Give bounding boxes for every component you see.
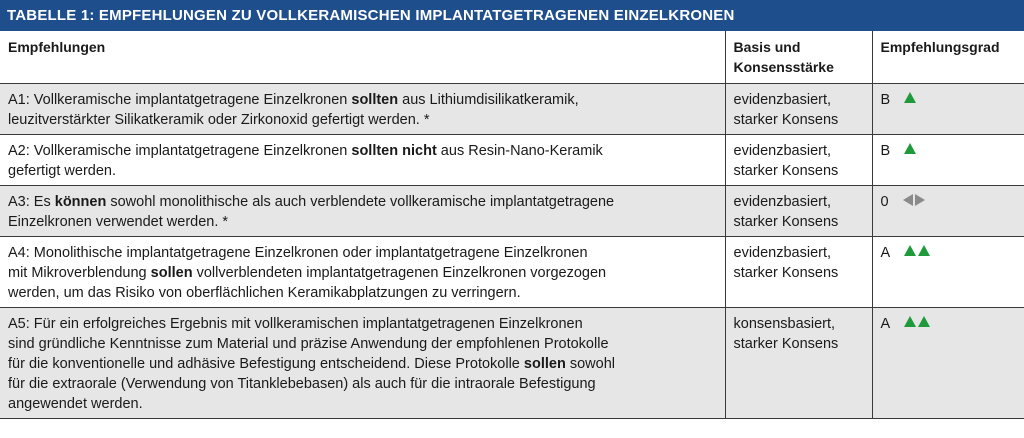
- basis-line2: starker Konsens: [733, 111, 839, 128]
- grade-letter: B: [880, 91, 891, 108]
- text-segment: sind gründliche Kenntnisse zum Material und präzise Anwendung der empfohlenen Protokolle: [8, 335, 609, 352]
- table-row: [0, 83, 1024, 134]
- text-segment: leuzitverstärkter Silikatkeramik oder Zirkonoxid gefertigt werden. *: [8, 111, 430, 128]
- table-row: [0, 134, 1024, 185]
- recommendation-text: [0, 134, 725, 185]
- basis-line2: starker Konsens: [733, 264, 839, 281]
- basis-line1: evidenzbasiert,: [733, 193, 832, 210]
- grade-letter: A: [880, 315, 891, 332]
- text-segment: vollverblendeten implantatgetragenen Einzelkronen vorgezogen: [192, 264, 607, 281]
- recommendation-text: [0, 236, 725, 307]
- text-segment: für die extraorale (Verwendung von Titanklebebasen) als auch für die intraorale Befestigung: [8, 375, 596, 392]
- emphasis-text: sollen: [523, 355, 566, 372]
- grade-cell: [872, 83, 1024, 134]
- basis-cell: [725, 134, 872, 185]
- header-grade: Empfehlungsgrad: [872, 31, 1024, 83]
- emphasis-text: sollten nicht: [351, 142, 437, 159]
- arrow-up-icon: [904, 143, 916, 154]
- text-segment: A1: Vollkeramische implantatgetragene Einzelkronen: [8, 91, 352, 108]
- text-segment: sowohl monolithische als auch verblendete vollkeramische implantatgetragene: [106, 193, 615, 210]
- basis-line2: starker Konsens: [733, 162, 839, 179]
- grade-letter: A: [880, 244, 891, 261]
- basis-cell: [725, 185, 872, 236]
- text-segment: gefertigt werden.: [8, 162, 117, 179]
- table-row: [0, 236, 1024, 307]
- basis-line2: starker Konsens: [733, 213, 839, 230]
- grade-cell: [872, 185, 1024, 236]
- recommendation-text: [0, 307, 725, 418]
- recommendations-table: [0, 31, 1024, 419]
- emphasis-text: sollen: [150, 264, 193, 281]
- basis-line1: konsensbasiert,: [733, 315, 836, 332]
- text-segment: aus Resin-Nano-Keramik: [436, 142, 603, 159]
- basis-cell: [725, 236, 872, 307]
- table-row: [0, 307, 1024, 418]
- emphasis-text: können: [54, 193, 107, 210]
- basis-line1: evidenzbasiert,: [733, 91, 832, 108]
- text-segment: für die konventionelle und adhäsive Befestigung entscheidend. Diese Protokolle: [8, 355, 524, 372]
- text-segment: A2: Vollkeramische implantatgetragene Einzelkronen: [8, 142, 352, 159]
- double-arrow-up-icon: [904, 316, 930, 327]
- emphasis-text: sollten: [351, 91, 399, 108]
- text-segment: Einzelkronen verwendet werden. *: [8, 213, 229, 230]
- basis-cell: [725, 307, 872, 418]
- header-basis-line1: Basis und: [733, 39, 801, 55]
- grade-letter: B: [880, 142, 891, 159]
- text-segment: aus Lithiumdisilikatkeramik,: [398, 91, 579, 108]
- header-basis-line2: Konsensstärke: [733, 59, 834, 75]
- header-recommendations: Empfehlungen: [0, 31, 725, 83]
- text-segment: A5: Für ein erfolgreiches Ergebnis mit vollkeramischen implantatgetragenen Einzelkronen: [8, 315, 583, 332]
- basis-line2: starker Konsens: [733, 335, 839, 352]
- recommendation-text: [0, 83, 725, 134]
- grade-cell: [872, 307, 1024, 418]
- arrow-up-icon: [904, 92, 916, 103]
- text-segment: A3: Es: [8, 193, 55, 210]
- header-basis: [725, 31, 872, 83]
- table-row: [0, 185, 1024, 236]
- text-segment: angewendet werden.: [8, 395, 143, 412]
- basis-line1: evidenzbasiert,: [733, 244, 832, 261]
- double-arrow-up-icon: [904, 245, 930, 256]
- arrow-left-right-icon: [903, 194, 925, 206]
- table-header-row: [0, 31, 1024, 83]
- grade-cell: [872, 134, 1024, 185]
- text-segment: werden, um das Risiko von oberflächlichen Keramikabplatzungen zu verringern.: [8, 284, 521, 301]
- grade-cell: [872, 236, 1024, 307]
- basis-cell: [725, 83, 872, 134]
- text-segment: mit Mikroverblendung: [8, 264, 151, 281]
- grade-letter: 0: [880, 193, 889, 210]
- recommendation-text: [0, 185, 725, 236]
- table-title: TABELLE 1: EMPFEHLUNGEN ZU VOLLKERAMISCHEN IMPLANTATGETRAGENEN EINZELKRONEN: [0, 0, 1024, 31]
- basis-line1: evidenzbasiert,: [733, 142, 832, 159]
- text-segment: sowohl: [565, 355, 615, 372]
- text-segment: A4: Monolithische implantatgetragene Einzelkronen oder implantatgetragene Einzelkronen: [8, 244, 588, 261]
